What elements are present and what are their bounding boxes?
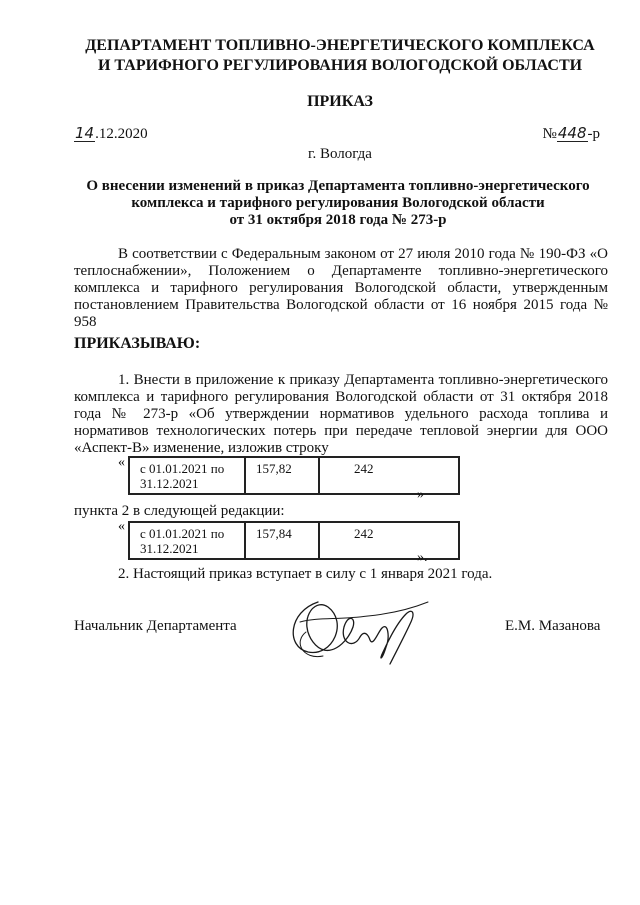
- old-row-value2: 242: [319, 457, 459, 494]
- number-value-handwritten: 448: [557, 124, 587, 142]
- subject-line-3: от 31 октября 2018 года № 273-р: [229, 212, 447, 228]
- handwritten-signature: [278, 592, 458, 672]
- subject-line-2: комплекса и тарифного регулирования Вологодской области: [131, 195, 545, 211]
- subject-title: [74, 178, 602, 229]
- old-row-period: с 01.01.2021 по 31.12.2021: [129, 457, 245, 494]
- new-row-table: [128, 521, 460, 560]
- item-2-paragraph: 2. Настоящий приказ вступает в силу с 1 января 2021 года.: [118, 566, 493, 582]
- table-row: [129, 457, 459, 494]
- new-row-open-quote: «: [118, 519, 125, 534]
- new-row-value1: 157,84: [245, 522, 319, 559]
- header-line-2: И ТАРИФНОГО РЕГУЛИРОВАНИЯ ВОЛОГОДСКОЙ ОБЛАСТИ: [97, 57, 583, 74]
- date-day-handwritten: 14: [75, 124, 95, 142]
- old-row-close-quote: »: [417, 487, 424, 502]
- date-rest: .12.2020: [95, 126, 148, 142]
- document-date: [74, 124, 148, 144]
- subject-line-1: О внесении изменений в приказ Департамента топливно-энергетического: [86, 178, 590, 194]
- department-header: [60, 36, 620, 76]
- table-row: [129, 522, 459, 559]
- signatory-role: Начальник Департамента: [74, 618, 237, 634]
- order-word: ПРИКАЗЫВАЮ:: [74, 335, 201, 352]
- new-row-period: с 01.01.2021 по 31.12.2021: [129, 522, 245, 559]
- header-line-1: ДЕПАРТАМЕНТ ТОПЛИВНО-ЭНЕРГЕТИЧЕСКОГО КОМПЛЕКСА: [85, 37, 595, 54]
- signatory-name: Е.М. Мазанова: [505, 618, 601, 634]
- between-text: пункта 2 в следующей редакции:: [74, 503, 285, 519]
- new-row-value2: 242: [319, 522, 459, 559]
- item-1-paragraph: 1. Внести в приложение к приказу Департамента топливно-энергетического комплекса и тарифного регулирования Вологодской области от 31 октября 2018 года № 273-р «Об утверждении нормативов удельного расхода топлива и нормативов технологических потерь при передаче тепловой энергии для ООО «Аспект-В» изменение, изложив строку: [74, 372, 608, 456]
- preamble-paragraph: В соответствии с Федеральным законом от 27 июля 2010 года № 190-ФЗ «О теплоснабжении», Положением о Департаменте топливно-энергетического комплекса и тарифного регулирования Вологодской области, утвержденным постановлением Правительства Вологодской области от 16 ноября 2015 года № 958: [74, 246, 608, 330]
- document-type: ПРИКАЗ: [307, 93, 373, 110]
- old-row-table: [128, 456, 460, 495]
- number-prefix: №: [542, 126, 557, 142]
- new-row-close-quote: ».: [417, 550, 428, 565]
- old-row-open-quote: «: [118, 455, 125, 470]
- document-number: [543, 124, 600, 144]
- number-suffix: -р: [587, 126, 600, 142]
- city: г. Вологда: [308, 146, 372, 162]
- old-row-value1: 157,82: [245, 457, 319, 494]
